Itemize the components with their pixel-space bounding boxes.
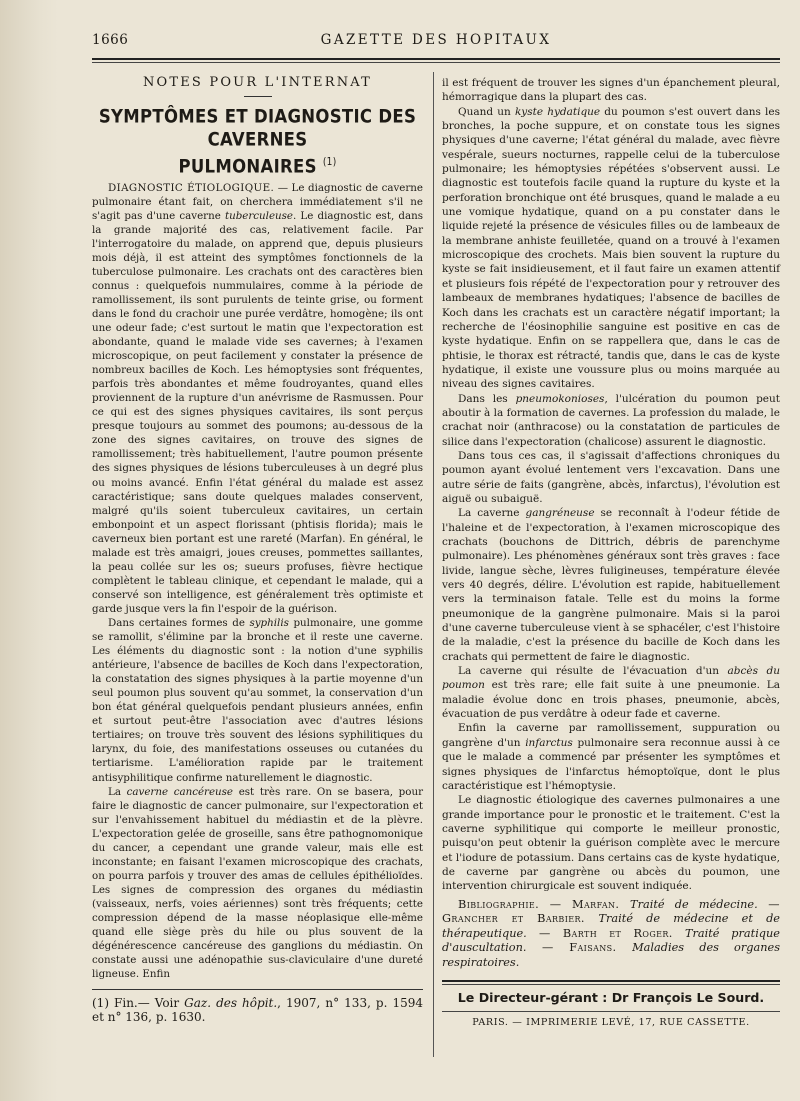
- column-separator: [433, 72, 434, 1057]
- paragraph-syphilis: Dans certaines formes de syphilis pulmonaire, une gomme se ramollit, s'élimine par la bronche et il reste une caverne. Les éléments du diagnostic sont : la notion d'une syphilis antérieure, l'absence de bacilles de Koch dans l'expectoration, la constatation des signes physiques à la partie moyenne d'un seul poumon plus souvent qu'au sommet, la conservation d'un bon état général quelquefois pendant plusieurs années, enfin et surtout peut-être l'association avec d'autres lésions tertiaires; on trouve très souvent des lésions syphilitiques du larynx, du foie, des manifestations osseuses ou cutanées du tertiarisme. L'amélioration rapide par le traitement antisyphilitique confirme naturellement le diagnostic.: [92, 617, 423, 784]
- section-heading: NOTES POUR L'INTERNAT: [142, 75, 373, 90]
- paragraph-affections-chroniques: Dans tous ces cas, il s'agissait d'affections chroniques du poumon ayant évolué lentement vers l'excavation. Dans une autre série de faits (gangrène, abcès, infarctus), l'évolution est aiguë ou subaiguë.: [442, 449, 780, 505]
- paragraph-gangrene: La caverne gangréneuse se reconnaît à l'odeur fétide de l'haleine et de l'expectoration, à l'examen microscopique des crachats (bouchons de Dittrich, débris de parenchyme pulmonaire). Les phénomènes généraux sont très graves : face livide, langue sèche, lèvres fuligineuses, température élevée vers 40 degrés, délire. L'évolution est rapide, habituellement vers la terminaison fatale. Telle est du moins la forme pneumonique de la gangrène pulmonaire. Mais si la paroi d'une caverne tuberculeuse vient à se sphacéler, c'est l'histoire de la maladie, c'est la présence du bacille de Koch dans les crachats qui permettent de faire le diagnostic.: [442, 507, 780, 663]
- paragraph-kyste-hydatique: Quand un kyste hydatique du poumon s'est ouvert dans les bronches, la poche suppure, et on constate tous les signes physiques d'une caverne; l'état général du malade, avec fièvre vespérale, sueurs nocturnes, rappelle celui de la tuberculose pulmonaire; les hémoptysies répétées s'observent aussi. Le diagnostic est toutefois facile quand la rupture du kyste et la perforation bronchique ont été brusques, quand le malade a eu une vomique hydatique, quand on a pu constater dans le liquide rejeté la présence de vésicules filles ou de lambeaux de la membrane anhiste feuilletée, quand on a trouvé à l'examen microscopique des crochets. Mais bien souvent la rupture du kyste se fait insidieusement, et il faut faire un examen attentif et plusieurs fois répété de l'expectoration pour y retrouver des lambeaux de membranes hydatiques; l'absence de bacilles de Koch dans les crachats est un caractère négatif important; la recherche de l'éosinophilie sanguine est positive en cas de kyste hydatique. Enfin on se rappellera que, dans le cas de phtisie, le thorax est rétracté, tandis que, dans le cas de kyste hydatique, il existe une voussure plus ou moins marquée au niveau des signes cavitaires.: [442, 105, 781, 391]
- footnote: (1) Fin.— Voir Gaz. des hôpit., 1907, n° 133, p. 1594 et n° 136, p. 1630.: [92, 996, 423, 1025]
- paragraph-pneumokonioses: Dans les pneumokonioses, l'ulcération du poumon peut aboutir à la formation de cavernes. La profession du malade, le crachat noir (anthracose) ou la constatation de particules de silice dans l'expectoration (chalicose) assurent le diagnostic.: [442, 392, 780, 448]
- right-column: [442, 76, 780, 1031]
- paragraph-continuation: il est fréquent de trouver les signes d'un épanchement pleural, hémorragique dans la plupart des cas.: [442, 77, 780, 104]
- bibliography: Bibliographie. — Marfan. Traité de médecine. — Grancher et Barbier. Traité de médecine et de thérapeutique. — Barth et Roger. Traité pratique d'auscultation. — Faisans. Maladies des organes respiratoires.: [442, 897, 780, 969]
- paragraph-infarctus: Enfin la caverne par ramollissement, suppuration ou gangrène d'un infarctus pulmonaire sera reconnue aussi à ce que le malade a commencé par présenter les symptômes et signes physiques de l'infarctus hémoptoïque, dont le plus caractéristique est l'hémoptysie.: [442, 722, 780, 792]
- article-title-line1: SYMPTÔMES ET DIAGNOSTIC DES CAVERNES: [98, 105, 417, 150]
- section-rule: [244, 96, 272, 97]
- director-signature: Le Directeur-gérant : Dr François Le Sourd.: [457, 990, 765, 1006]
- article-title: [92, 105, 423, 178]
- page-binding-shadow: [0, 0, 58, 1101]
- header-rule: [92, 58, 780, 60]
- header-rule-thin: [92, 62, 780, 63]
- running-header: [92, 32, 780, 52]
- director-rule: [442, 1011, 780, 1012]
- paragraph-diagnostic-etiologique: DIAGNOSTIC ÉTIOLOGIQUE. — Le diagnostic de caverne pulmonaire étant fait, on cherchera immédiatement s'il ne s'agit pas d'une caverne tuberculeuse. Le diagnostic est, dans la grande majorité des cas, relativement facile. Par l'interrogatoire du malade, on apprend que, depuis plusieurs mois déjà, il est atteint des symptômes fonctionnels de la tuberculose pulmonaire. Les crachats ont des caractères bien connus : quelquefois nummulaires, comme à la période de ramollissement, ils sont purulents de teinte grise, ou forment dans le fond du crachoir une purée verdâtre, homogène; ils ont une odeur fade; c'est surtout le matin que l'expectoration est abondante, quand le malade vide ses cavernes; à l'examen microscopique, on peut facilement y constater la présence de nombreux bacilles de Koch. Les hémoptysies sont fréquentes, parfois très abondantes et même foudroyantes, quand elles proviennent de la rupture d'un anévrisme de Rasmussen. Pour ce qui est des signes physiques cavitaires, ils sont perçus presque toujours au sommet des poumons; au-dessous de la zone des signes cavitaires, on trouve des signes de ramollissement; très habituellement, l'autre poumon présente des signes physiques de lésions tuberculeuses à un degré plus ou moins avancé. Enfin l'état général du malade est assez caractéristique; sans doute quelques malades conservent, malgré qu'ils soient tuberculeux cavitaires, un certain embonpoint et un aspect florissant (phtisis florida); mais le caverneux bien portant est une rareté (Marfan). En général, le malade est très amaigri, joues creuses, pommettes saillantes, la peau collée sur les os; sueurs profuses, fièvre hectique complètent le tableau clinique, et cependant le malade, qui a conservé son intelligence, est généralement très optimiste et garde jusque vers la fin l'espoir de la guérison.: [92, 181, 423, 615]
- paragraph-cancer: La caverne cancéreuse est très rare. On se basera, pour faire le diagnostic de cancer pulmonaire, sur l'expectoration et sur l'envahissement habituel du médiastin et de la plèvre. L'expectoration gelée de groseille, sans être pathognomonique du cancer, a cependant une grande valeur, mais elle est inconstante; en faisant l'examen microscopique des crachats, on pourra parfois y trouver des amas de cellules épithélioïdes. Les signes de compression des organes du médiastin (vaisseaux, nerfs, voies aériennes) sont très fréquents; cette compression dépend de la masse néoplasique elle-même quand elle siège près du hile ou plus souvent de la dégénérescence cancéreuse des ganglions du médiastin. On constate aussi une adénopathie sus-claviculaire d'une dureté ligneuse. Enfin: [92, 785, 423, 981]
- page-number: 1666: [92, 32, 129, 48]
- paragraph-abces: La caverne qui résulte de l'évacuation d'un abcès du poumon est très rare; elle fait suite à une pneumonie. La maladie évolue donc en trois phases, pneumonie, abcès, évacuation de pus verdâtre à odeur fade et caverne.: [442, 665, 780, 721]
- journal-title: GAZETTE DES HOPITAUX: [320, 32, 552, 48]
- printer-line: PARIS. — IMPRIMERIE LEVÉ, 17, RUE CASSETTE.: [472, 1017, 750, 1029]
- footnote-marker: (1): [322, 156, 337, 169]
- paragraph-lead: DIAGNOSTIC ÉTIOLOGIQUE.: [108, 181, 275, 194]
- left-column: [92, 76, 423, 1024]
- footnote-rule: [92, 989, 423, 990]
- paragraph-pronostic: Le diagnostic étiologique des cavernes pulmonaires a une grande importance pour le pronostic et le traitement. C'est la caverne syphilitique qui comporte le meilleur pronostic, puisqu'on peut obtenir la guérison complète avec le mercure et l'iodure de potassium. Dans certains cas de kyste hydatique, de caverne par gangrène ou abcès du poumon, une intervention chirurgicale est souvent indiquée.: [442, 794, 780, 893]
- signature-rules: [442, 980, 780, 985]
- article-title-line2: PULMONAIRES: [178, 155, 317, 177]
